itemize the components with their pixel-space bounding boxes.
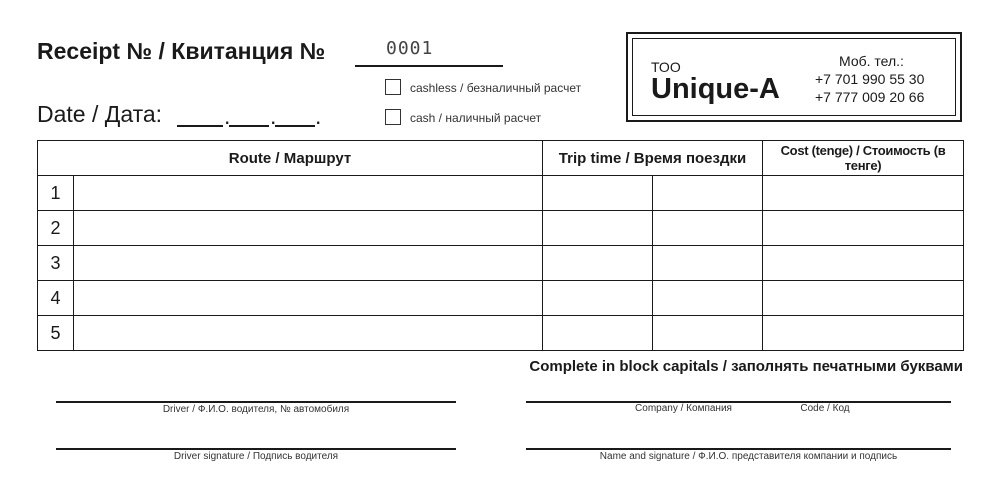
driver-signature-line[interactable] (56, 448, 456, 450)
company-rep-signature-line[interactable] (526, 448, 951, 450)
phone-number-2: +7 777 009 20 66 (815, 89, 925, 105)
route-cell[interactable] (74, 176, 543, 211)
cashless-checkbox[interactable] (385, 79, 401, 95)
table-header-row (38, 141, 964, 176)
code-label: Code / Код (800, 403, 850, 414)
route-cell[interactable] (74, 316, 543, 351)
cost-cell[interactable] (763, 246, 964, 281)
route-cell[interactable] (74, 211, 543, 246)
date-label: Date / Дата: (37, 101, 163, 127)
date-month-field[interactable] (229, 125, 269, 127)
company-info-box (626, 32, 962, 122)
trip-time-start-cell[interactable] (543, 176, 653, 211)
driver-info-line[interactable] (56, 401, 456, 403)
trip-time-header: Trip time / Время поездки (543, 141, 763, 176)
cost-cell[interactable] (763, 176, 964, 211)
date-year-field[interactable] (275, 125, 315, 127)
trip-time-end-cell[interactable] (653, 281, 763, 316)
route-table (37, 140, 964, 351)
cash-label: cash / наличный расчет (410, 111, 542, 125)
company-rep-signature-label: Name and signature / Ф.И.О. представителя компании и подпись (599, 451, 898, 462)
date-day-field[interactable] (177, 125, 223, 127)
table-row (38, 316, 964, 351)
company-label: Company / Компания (635, 403, 732, 414)
cost-cell[interactable] (763, 211, 964, 246)
row-number: 5 (38, 316, 74, 351)
cost-header: Cost (tenge) / Стоимость (в тенге) (763, 141, 964, 176)
route-cell[interactable] (74, 281, 543, 316)
table-row (38, 211, 964, 246)
block-capitals-note: Complete in block capitals / заполнять печатными буквами (529, 358, 963, 375)
trip-time-end-cell[interactable] (653, 246, 763, 281)
date-separator: . (224, 103, 231, 129)
trip-time-start-cell[interactable] (543, 246, 653, 281)
cashless-label: cashless / безналичный расчет (410, 81, 582, 95)
row-number: 1 (38, 176, 74, 211)
company-name: Unique-A (651, 73, 780, 105)
trip-time-end-cell[interactable] (653, 211, 763, 246)
date-separator: . (315, 103, 322, 129)
route-header: Route / Маршрут (38, 141, 543, 176)
trip-time-end-cell[interactable] (653, 316, 763, 351)
route-table-container (37, 140, 963, 350)
receipt-number-line (355, 65, 503, 67)
trip-time-start-cell[interactable] (543, 281, 653, 316)
trip-time-start-cell[interactable] (543, 316, 653, 351)
company-prefix: ТОО (651, 59, 681, 75)
date-separator: . (270, 103, 277, 129)
row-number: 2 (38, 211, 74, 246)
route-cell[interactable] (74, 246, 543, 281)
table-row (38, 176, 964, 211)
receipt-number-field[interactable]: 0001 (386, 38, 434, 59)
table-row (38, 246, 964, 281)
phone-number-1: +7 701 990 55 30 (815, 71, 925, 87)
cost-cell[interactable] (763, 316, 964, 351)
cost-cell[interactable] (763, 281, 964, 316)
receipt-title: Receipt № / Квитанция № (37, 38, 326, 64)
table-row (38, 281, 964, 316)
phone-label: Моб. тел.: (839, 53, 904, 69)
cash-checkbox[interactable] (385, 109, 401, 125)
driver-signature-label: Driver signature / Подпись водителя (173, 451, 339, 462)
company-info-inner-frame (632, 38, 956, 116)
row-number: 3 (38, 246, 74, 281)
trip-time-start-cell[interactable] (543, 211, 653, 246)
driver-info-label: Driver / Ф.И.О. водителя, № автомобиля (162, 404, 350, 415)
row-number: 4 (38, 281, 74, 316)
trip-time-end-cell[interactable] (653, 176, 763, 211)
